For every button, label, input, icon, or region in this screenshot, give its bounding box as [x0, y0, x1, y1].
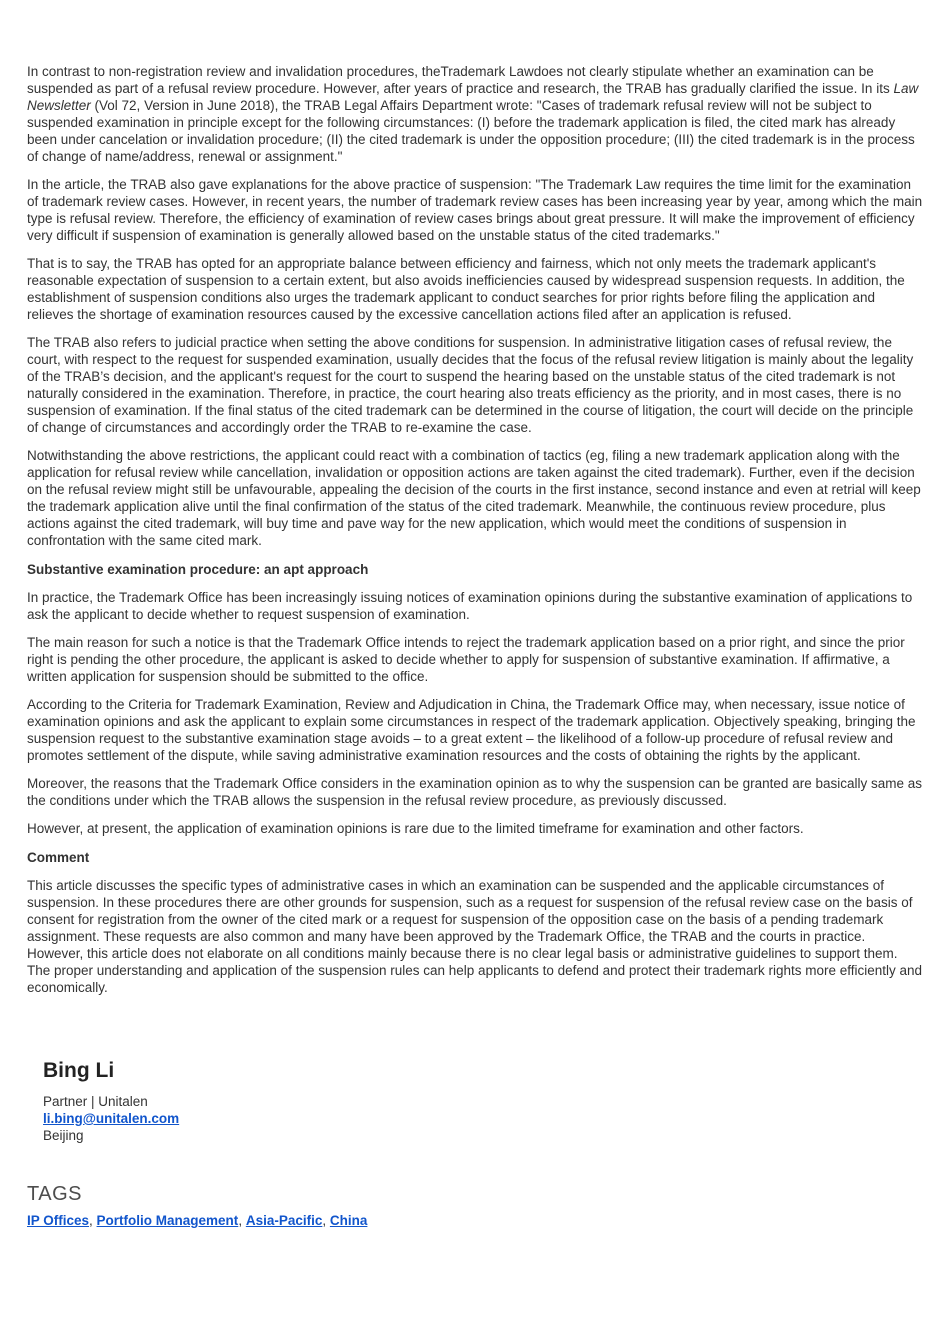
author-section — [0, 1058, 950, 1144]
paragraph: Notwithstanding the above restrictions, the applicant could react with a combination of tactics (eg, filing a new trademark application along with the application for refusal review while cancellation, invalidation or opposition actions are taken against the cited trademark). Further, even if the decision on the refusal review might still be unfavourable, appealing the decision of the courts in the first instance, second instance and even at retrial will keep the trademark application alive until the final confirmation of the status of the cited trademark. Meanwhile, the continuous review procedure, plus actions against the cited trademark, will buy time and pave way for the new application, which would meet the conditions of suspension in confrontation with the same cited mark. — [27, 448, 921, 548]
paragraph: Moreover, the reasons that the Trademark Office considers in the examination opinion as to why the suspension can be granted are basically same as the conditions under which the TRAB allows the suspension in the refusal review procedure, as previously discussed. — [27, 776, 923, 808]
tags-heading: TAGS — [27, 1183, 82, 1205]
paragraph: The TRAB also refers to judicial practice when setting the above conditions for suspension. In administrative litigation cases of refusal review, the court, with respect to the request for suspended examination, usually decides that the focus of the refusal review litigation is mainly about the legality of the TRAB’s decision, and the applicant's request for the court to suspend the hearing based on the unstable status of the cited trademark is not naturally considered in the examination. Therefore, in practice, the court hearing also treats efficiency as the priority, and in most cases, there is no suspension of examination. If the final status of the cited trademark can be determined in the course of litigation, the court will decide on the principle of change of circumstances and accordingly order the TRAB to re-examine the case. — [27, 335, 914, 435]
section-heading: Substantive examination procedure: an apt approach — [27, 562, 369, 577]
author-role: Partner | Unitalen — [43, 1094, 148, 1109]
tags-list: IP Offices, Portfolio Management, Asia-Pacific, China — [27, 1213, 368, 1228]
paragraph: However, at present, the application of examination opinions is rare due to the limited timeframe for examination and other factors. — [27, 821, 804, 836]
paragraph: The main reason for such a notice is that the Trademark Office intends to reject the trademark application based on a prior right, and since the prior right is pending the other procedure, the applicant is asked to decide whether to apply for suspension of substantive examination. If affirmative, a written application for suspension should be submitted to the office. — [27, 635, 905, 684]
author-location: Beijing — [43, 1128, 84, 1143]
tag-link[interactable]: Asia-Pacific — [245, 1213, 323, 1228]
section-heading: Comment — [27, 850, 90, 865]
author-details — [43, 1093, 950, 1144]
author-name: Bing Li — [43, 1059, 115, 1082]
author-email-link[interactable]: li.bing@unitalen.com — [43, 1111, 180, 1126]
paragraph: This article discusses the specific types of administrative cases in which an examination can be suspended and the applicable circumstances of suspension. In these procedures there are other grounds for suspension, such as a request for suspension of the refusal review case on the basis of consent for registration from the owner of the cited mark or a request for suspension of the opposition case on the basis of a pending trademark assignment. These requests are also common and many have been approved by the Trademark Office, the TRAB and the courts in practice. However, this article does not elaborate on all conditions mainly because there is no clear legal basis or administrative guidelines to support them. The proper understanding and application of the suspension rules can help applicants to defend and protect their trademark rights more efficiently and economically. — [27, 878, 923, 995]
paragraph: In contrast to non-registration review and invalidation procedures, theTrademark Lawdoes not clearly stipulate whether an examination can be suspended as part of a refusal review procedure. However, after years of practice and research, the TRAB has gradually clarified the issue. In its Law Newsletter (Vol 72, Version in June 2018), the TRAB Legal Affairs Department wrote: "Cases of trademark refusal review will not be subject to suspended examination in principle except for the following circumstances: (I) before the trademark application is filed, the cited mark has already been under cancelation or invalidation procedure; (II) the cited trademark is under the opposition procedure; (III) the cited trademark is in the process of change of name/address, renewal or assignment." — [27, 64, 919, 164]
tags-section — [0, 1182, 950, 1229]
paragraph: In practice, the Trademark Office has been increasingly issuing notices of examination opinions during the substantive examination of applications to ask the applicant to decide whether to request suspension of examination. — [27, 590, 913, 622]
paragraph: According to the Criteria for Trademark Examination, Review and Adjudication in China, the Trademark Office may, when necessary, issue notice of examination opinions and ask the applicant to explain some circumstances in respect of the trademark application. Objectively speaking, bringing the suspension request to the substantive examination stage avoids – to a great extent – the likelihood of a follow-up procedure of refusal review and promotes settlement of the dispute, while saving administrative examination resources and the costs of obtaining the rights by the applicant. — [27, 697, 916, 763]
tag-link[interactable]: China — [329, 1213, 368, 1228]
paragraph: That is to say, the TRAB has opted for an appropriate balance between efficiency and fairness, which not only meets the trademark applicant's reasonable expectation of suspension to a certain extent, but also avoids inefficiencies caused by widespread suspension requests. In addition, the establishment of suspension conditions also urges the trademark applicant to conduct searches for prior rights before filing the application and relieves the shortage of examination resources caused by the excessive cancellation actions filed after an application is refused. — [27, 256, 905, 322]
author-email-row — [43, 1110, 950, 1127]
tag-link[interactable]: Portfolio Management — [96, 1213, 239, 1228]
paragraph: In the article, the TRAB also gave explanations for the above practice of suspension: "The Trademark Law requires the time limit for the examination of trademark review cases. However, in recent years, the number of trademark review cases has been increasing year by year, among which the main type is refusal review. Therefore, the efficiency of examination of review cases brings about great pressure. It will make the improvement of efficiency very difficult if suspension of examination is generally allowed based on the unstable status of the cited trademarks." — [27, 177, 923, 243]
tag-link[interactable]: IP Offices — [27, 1213, 90, 1228]
